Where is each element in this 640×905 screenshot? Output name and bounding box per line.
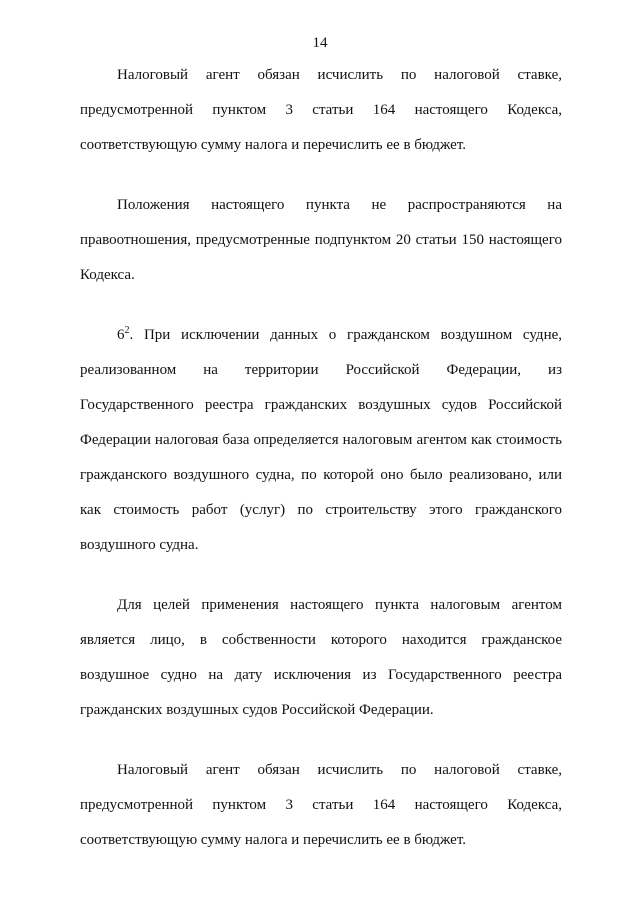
clause-superscript: 2	[124, 325, 130, 336]
clause-text: . При исключении данных о гражданском воздушном судне, реализованном на территории Российской Федерации, из Государственного реестра гражданских воздушных судов Российской Федерации налоговая база определяется налоговым агентом как стоимость гражданского воздушного судна, по которой оно было реализовано, или как стоимость работ (услуг) по строительству этого гражданского воздушного судна.	[80, 327, 562, 553]
page-number: 14	[312, 35, 328, 51]
document-body	[80, 58, 562, 883]
clause-number: 6	[117, 327, 125, 343]
paragraph-exclusion: Положения настоящего пункта не распространяются на правоотношения, предусмотренные подпунктом 20 статьи 150 настоящего Кодекса.	[80, 197, 562, 283]
paragraph-6-2	[80, 318, 562, 563]
paragraph-tax-agent-definition: Для целей применения настоящего пункта налоговым агентом является лицо, в собственности которого находится гражданское воздушное судно на дату исключения из Государственного реестра гражданских воздушных судов Российской Федерации.	[80, 597, 562, 718]
paragraph-agent-obligation-repeat: Налоговый агент обязан исчислить по налоговой ставке, предусмотренной пунктом 3 статьи 164 настоящего Кодекса, соответствующую сумму налога и перечислить ее в бюджет.	[80, 762, 562, 848]
paragraph-agent-obligation: Налоговый агент обязан исчислить по налоговой ставке, предусмотренной пунктом 3 статьи 164 настоящего Кодекса, соответствующую сумму налога и перечислить ее в бюджет.	[80, 67, 562, 153]
